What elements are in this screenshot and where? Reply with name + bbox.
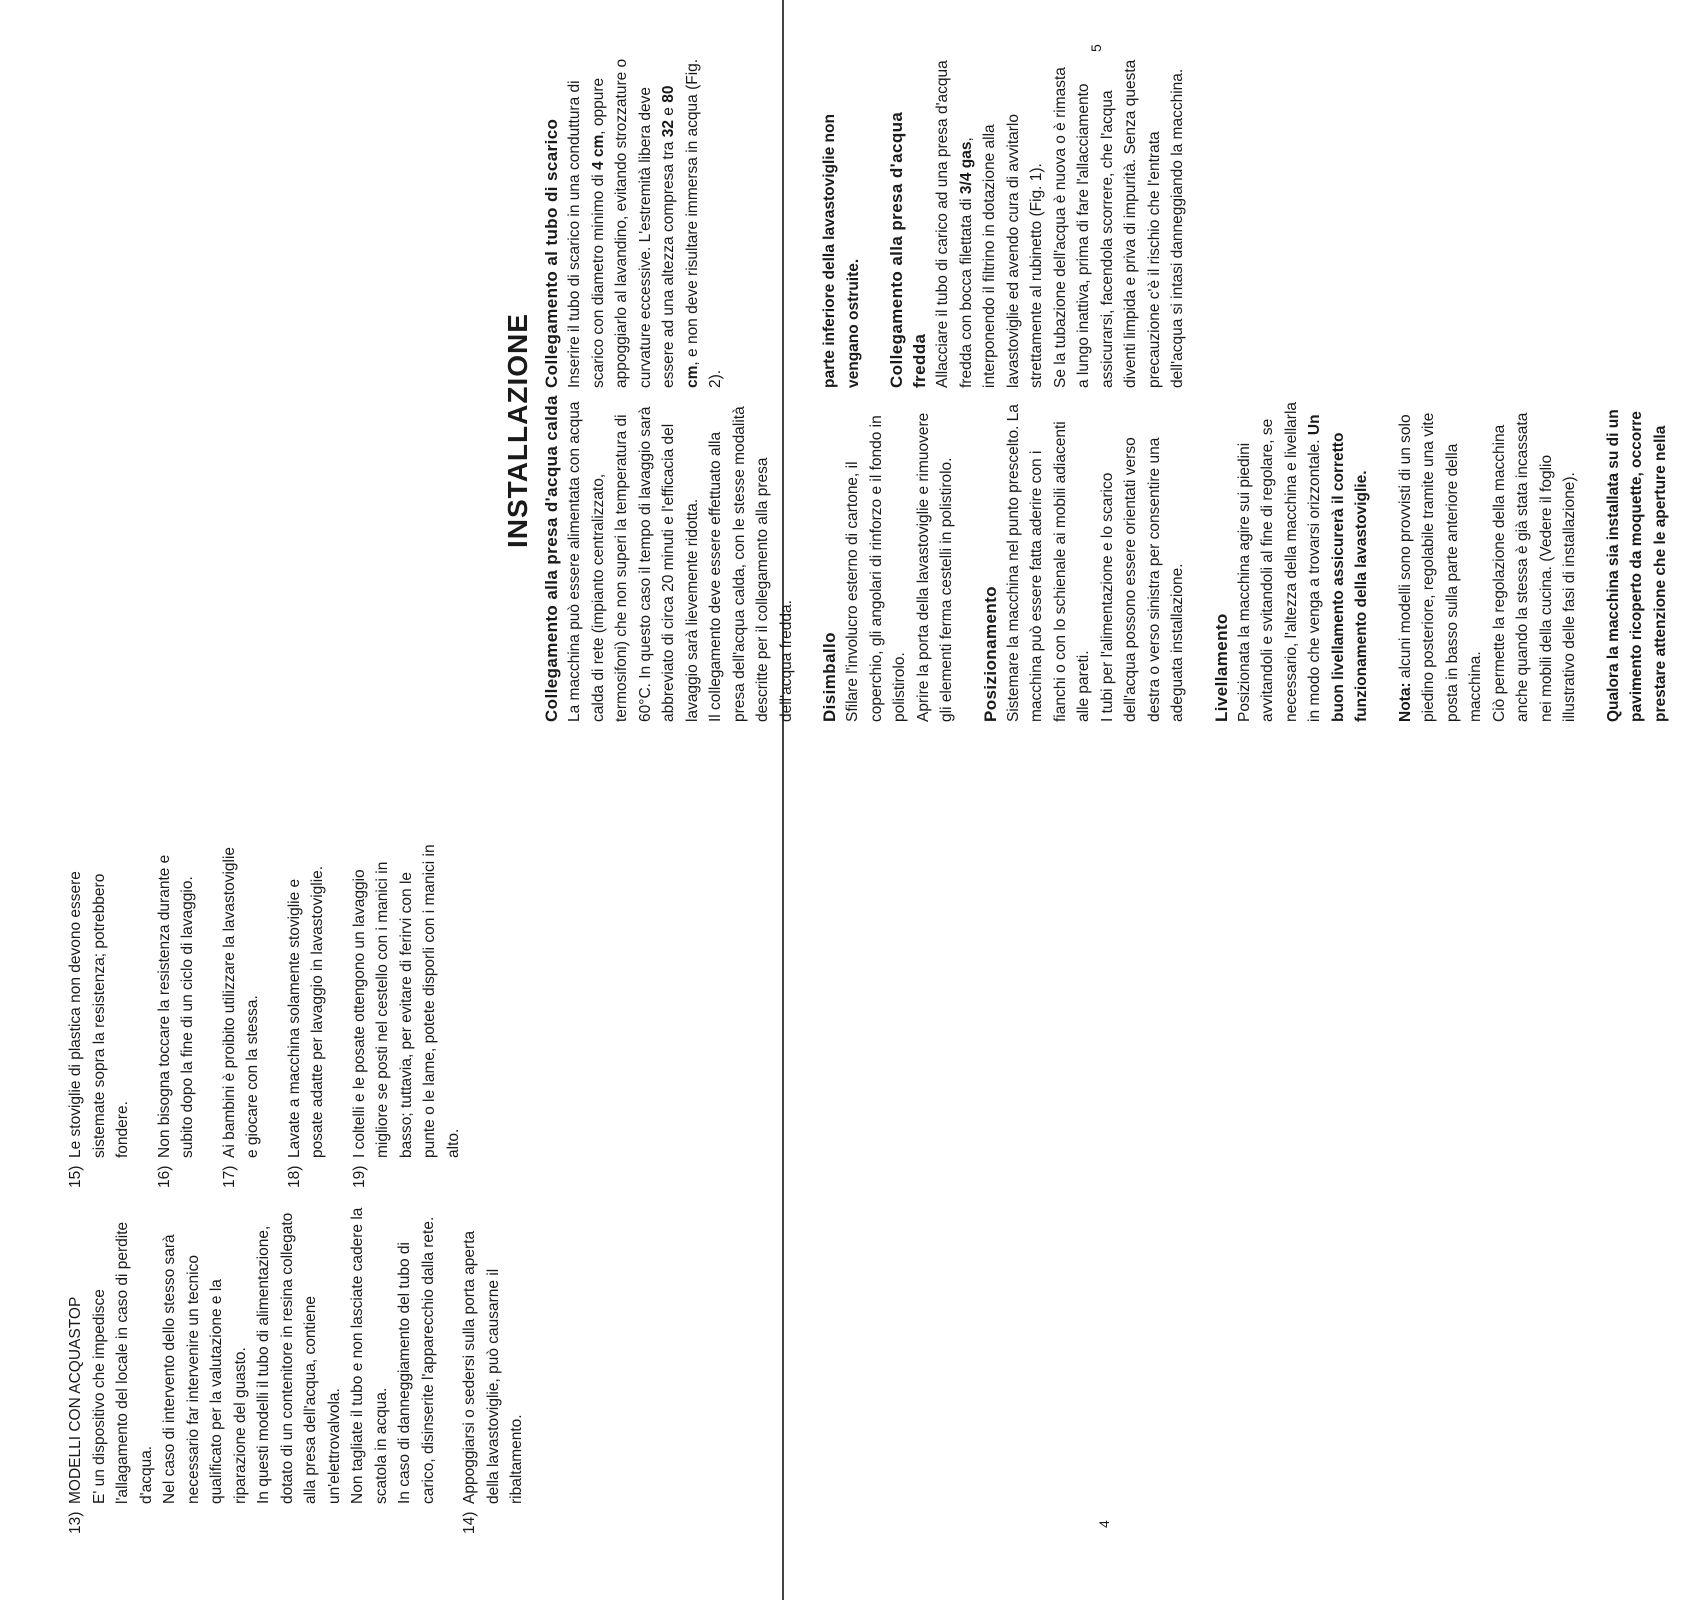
item-number: 17) xyxy=(220,1165,238,1188)
item-text: Lavate a macchina solamente stoviglie e posate adatte per lavaggio in lavastoviglie. xyxy=(285,865,326,1158)
nota-text xyxy=(1394,402,1488,722)
list-item-19 xyxy=(348,843,466,1188)
section-text: Il collegamento deve essere effettuato alla presa dell'acqua calda, con le stesse modalità descritte per il collegamento alla presa dell'acqua fredda. xyxy=(707,406,795,722)
section-text-bold: Un buon livellamento assicurerà il corretto funzionamento della lavastoviglie. xyxy=(1306,414,1370,722)
section-text xyxy=(1233,402,1374,722)
section-title: Livellamento xyxy=(1211,613,1231,722)
item-text: Ai bambini è proibito utilizzare la lavastoviglie e giocare con la stessa. xyxy=(220,846,261,1158)
section-text: I tubi per l'alimentazione e lo scarico dell'acqua possono essere orientati verso destra o verso sinistra per consentire una adeguata installazione. xyxy=(1098,437,1186,722)
section-livellamento xyxy=(1210,402,1374,722)
text-part: e xyxy=(660,107,677,116)
section-title: Collegamento al tubo di scarico xyxy=(542,118,561,388)
right-column-2 xyxy=(818,58,1210,388)
text-bold: 32 xyxy=(660,120,677,138)
section-title: Posizionamento xyxy=(980,586,1000,722)
text-bold: 80 cm xyxy=(660,85,701,388)
item-text: Le stoviglie di plastica non devono essere sistemate sopra la resistenza; potrebbero fondere. xyxy=(67,871,131,1158)
text-bold: 4 cm xyxy=(589,134,607,171)
item-text: In caso di danneggiamento del tubo di carico, disinserite l'apparecchio dalla rete. xyxy=(396,1216,437,1504)
nota-body: alcuni modelli sono provvisti di un solo piedino posteriore, regolabile tramite una vite posta in basso sulla parte anteriore della macchina. xyxy=(1396,412,1484,722)
text-part: Allacciare il tubo di carico ad una presa d'acqua fredda con bocca filettata di xyxy=(934,60,975,388)
section-text: Sfilare l'involucro esterno di cartone, il coperchio, gli angolari di rinforzo e il fondo in polistirolo. xyxy=(844,415,908,722)
list-item-18 xyxy=(283,843,330,1188)
section-disimballo xyxy=(818,402,959,722)
item-number: 13) xyxy=(67,1511,84,1534)
item-number: 18) xyxy=(285,1165,303,1188)
item-text: Appoggiarsi o sedersi sulla porta aperta della lavastoviglie, può causarne il ribaltamento. xyxy=(461,1230,525,1504)
text-part: , interponendo il filtrino in dotazione alla lavastoviglie ed avendo cura di avvitarlo strettamente al rubinetto (Fig. 1). xyxy=(957,114,1045,388)
section-title: Collegamento alla presa d'acqua calda xyxy=(542,395,561,722)
moquette-warning: Qualora la macchina sia installata su di un pavimento ricoperto da moquette, occorre prestare attenzione che le aperture nella xyxy=(1604,409,1669,722)
item-number: 16) xyxy=(155,1165,173,1188)
section-nota xyxy=(1394,402,1582,722)
section-text-normal: Posizionata la macchina agire sui piedini avvitandoli e svitandoli al fine di regolare, se necessario, l'altezza della macchina e livellarla in modo che venga a trovarsi orizzontale. xyxy=(1235,401,1323,722)
section-text: Ciò permette la regolazione della macchina anche quando la stessa è già stata incassata nei mobili della cucina. (Vedere il foglio illustrativo delle fasi di installazione). xyxy=(1490,412,1578,722)
section-text: La macchina può essere alimentata con acqua calda di rete (impianto centralizzato, termosifoni) che non superi la temperatura di 60°C. In questo caso il tempo di lavaggio sarà abbreviato di circa 20 minuti e l'efficacia del lavaggio sarà lievemente ridotta. xyxy=(566,401,701,722)
page-title: INSTALLAZIONE xyxy=(502,313,533,548)
text-bold: 3/4 gas xyxy=(957,141,975,195)
page-number-left: 4 xyxy=(1096,1520,1112,1528)
list-item-17 xyxy=(218,843,265,1188)
item-text: I coltelli e le posate ottengono un lavaggio migliore se posti nel cestello con i manici in basso; tuttavia, per evitare di ferirvi con le punte o le lame, potete disporli con i manici in alto. xyxy=(350,844,462,1158)
list-item-16 xyxy=(153,843,200,1188)
item-text: Non tagliate il tubo e non lasciate cadere la scatola in acqua. xyxy=(349,1207,390,1504)
item-text: Non bisogna toccare la resistenza durante e subito dopo la fine di un ciclo di lavaggio. xyxy=(155,854,196,1158)
left-column-2 xyxy=(64,843,483,1188)
section-text: Aprire la porta della lavastoviglie e rimuovere gli elementi ferma cestelli in polistirolo. xyxy=(914,412,955,722)
item-text: E' un dispositivo che impedisce l'allagamento del locale in caso di perdite d'acqua. xyxy=(90,1221,155,1504)
section-title: Disimballo xyxy=(820,632,839,722)
section-text xyxy=(931,58,1049,388)
list-item-15 xyxy=(64,843,135,1188)
nota-label: Nota: xyxy=(1396,682,1414,722)
acquastop-heading: MODELLI CON ACQUASTOP xyxy=(67,1296,84,1504)
item-text: Nel caso di intervento dello stesso sarà necessario far intervenire un tecnico qualificato per la valutazione e la riparazione del guasto. xyxy=(161,1234,249,1504)
section-text: Sistemare la macchina nel punto prescelto. La macchina può essere fatta aderire con i fianchi o con lo schienale ai mobili adiacenti alle pareti. xyxy=(1004,404,1092,722)
section-moquette xyxy=(1602,402,1673,722)
section-presa-fredda xyxy=(885,58,1190,388)
item-number: 19) xyxy=(350,1165,368,1188)
section-moquette-cont xyxy=(818,58,865,388)
list-item-14 xyxy=(458,1199,529,1534)
item-number: 15) xyxy=(67,1165,84,1188)
text-part: , e non deve risultare immersa in acqua (Fig. 2). xyxy=(683,58,724,388)
left-column-1 xyxy=(64,1199,547,1534)
text-part: Inserire il tubo di scarico in una conduttura di scarico con diametro minimo di xyxy=(566,80,607,388)
item-number: 14) xyxy=(461,1511,478,1534)
right-column-1 xyxy=(818,402,1692,722)
page-fold-divider xyxy=(782,0,784,1600)
list-item-13 xyxy=(64,1199,440,1534)
page-number-right: 5 xyxy=(1088,44,1104,52)
section-title: Collegamento alla presa d'acqua fredda xyxy=(887,111,929,388)
item-text: In questi modelli il tubo di alimentazione, dotato di un contenitore in resina collegato alla presa dell'acqua, contiene un'elettrovalvola. xyxy=(255,1212,343,1504)
section-posizionamento xyxy=(979,402,1190,722)
text-part: , oppure appoggiarlo al lavandino, evitando strozzature o curvature eccessive. L'estremità libera deve essere ad una altezza compresa tra xyxy=(589,58,677,388)
moquette-warning-cont: parte inferiore della lavastoviglie non vengano ostruite. xyxy=(821,114,862,388)
section-text: Se la tubazione dell'acqua è nuova o è rimasta a lungo inattiva, prima di fare l'allacciamento assicurarsi, facendola scorrere, che l'acqua diventi limpida e priva di impurità. Senza questa precauzione c'è il rischio che l'entrata dell'acqua si intasi danneggiando la macchina. xyxy=(1051,59,1186,388)
